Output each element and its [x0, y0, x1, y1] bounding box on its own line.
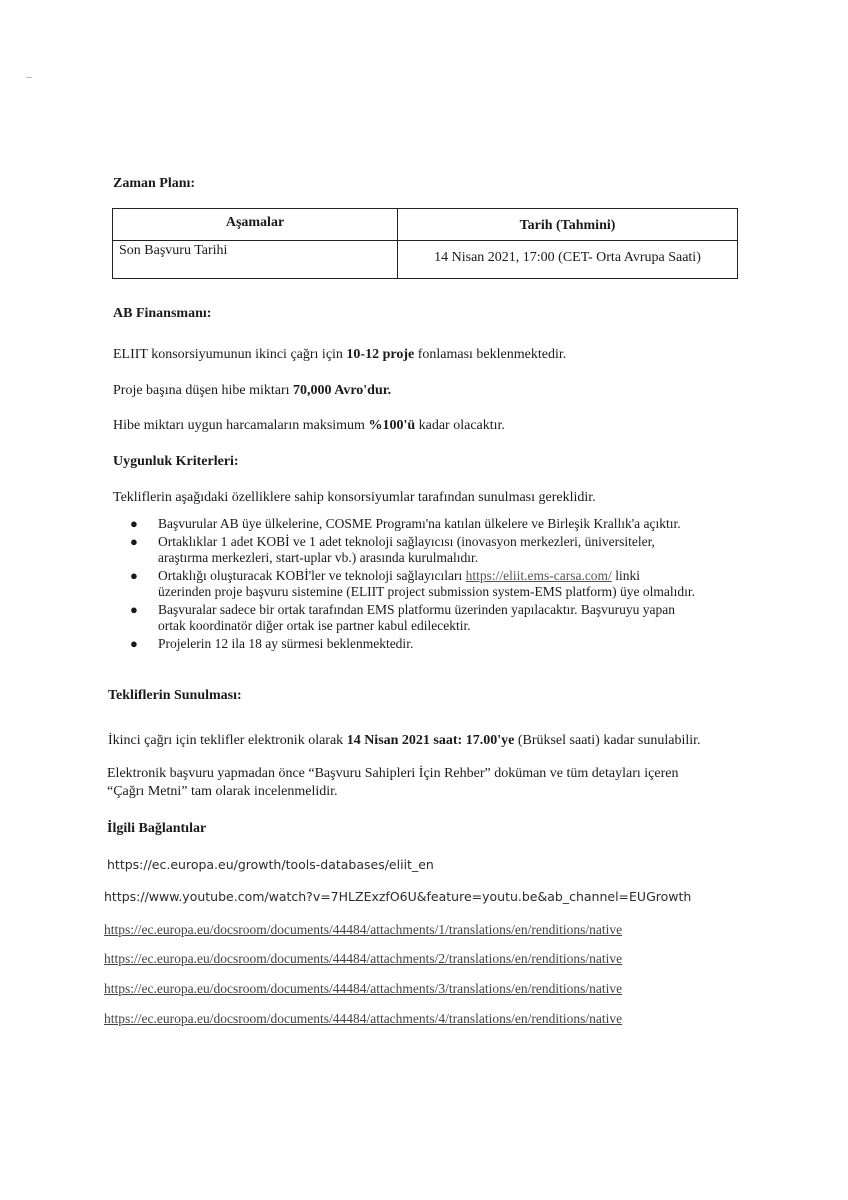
- schedule-table: [112, 208, 738, 279]
- bold-span: %100'ü: [368, 418, 416, 433]
- ems-platform-link[interactable]: https://eliit.ems-carsa.com/: [465, 567, 612, 583]
- bullet-line: [158, 568, 742, 585]
- bold-span: 70,000 Avro'dur.: [293, 383, 392, 398]
- link-attachment-4[interactable]: https://ec.europa.eu/docsroom/documents/44484/attachments/4/translations/en/renditions/native: [104, 1011, 623, 1026]
- table-cell-stage: Son Başvuru Tarihi: [119, 243, 228, 258]
- link-attachment-2[interactable]: https://ec.europa.eu/docsroom/documents/44484/attachments/2/translations/en/renditions/native: [104, 951, 623, 966]
- text-span: kadar olacaktır.: [415, 418, 505, 433]
- text-span: linki: [611, 567, 640, 583]
- funding-paragraph-2: [113, 383, 391, 399]
- link-eliit-page[interactable]: https://ec.europa.eu/growth/tools-databases/eliit_en: [107, 857, 434, 872]
- bullet-line: üzerinden proje başvuru sistemine (ELIIT project submission system-EMS platform) üye olmalıdır.: [158, 584, 696, 599]
- bullet-line: Başvurular AB üye ülkelerine, COSME Programı'na katılan ülkelere ve Birleşik Krallık'a açıktır.: [158, 516, 681, 531]
- text-span: İkinci çağrı için teklifler elektronik olarak: [108, 733, 347, 748]
- submission-paragraph-2-line-2: “Çağrı Metni” tam olarak incelenmelidir.: [107, 784, 338, 799]
- bullet-line: ortak koordinatör diğer ortak ise partner kabul edilecektir.: [158, 618, 471, 633]
- text-span: Proje başına düşen hibe miktarı: [113, 383, 294, 398]
- text-span: fonlaması beklenmektedir.: [414, 347, 567, 362]
- eligibility-list: [112, 516, 742, 652]
- bold-span: 14 Nisan 2021 saat: 17.00'ye: [346, 733, 515, 748]
- scan-mark: [26, 77, 32, 78]
- submission-paragraph-1: [108, 733, 701, 749]
- bullet-icon: ●: [130, 601, 138, 617]
- bullet-icon: ●: [130, 635, 138, 651]
- funding-paragraph-1: [113, 347, 566, 363]
- submission-paragraph-2-line-1: Elektronik başvuru yapmadan önce “Başvuru Sahipleri İçin Rehber” doküman ve tüm detayları içeren: [107, 766, 679, 781]
- bold-span: 10-12 proje: [346, 347, 415, 362]
- link-attachment-3[interactable]: https://ec.europa.eu/docsroom/documents/44484/attachments/3/translations/en/renditions/native: [104, 981, 623, 996]
- list-item: [112, 516, 742, 533]
- funding-paragraph-3: [113, 418, 505, 434]
- bullet-icon: ●: [130, 533, 138, 549]
- link-attachment-1[interactable]: https://ec.europa.eu/docsroom/documents/44484/attachments/1/translations/en/renditions/native: [104, 922, 623, 937]
- eligibility-heading: Uygunluk Kriterleri:: [113, 454, 239, 469]
- table-header-stages: Aşamalar: [225, 215, 285, 230]
- list-item: [112, 568, 742, 601]
- table-cell-date: 14 Nisan 2021, 17:00 (CET- Orta Avrupa Saati): [434, 250, 701, 265]
- bullet-line: araştırma merkezleri, start-uplar vb.) arasında kurulmalıdır.: [158, 550, 479, 565]
- funding-heading: AB Finansmanı:: [113, 306, 212, 321]
- bullet-icon: ●: [130, 567, 138, 583]
- text-span: Ortaklığı oluşturacak KOBİ'ler ve teknoloji sağlayıcıları: [158, 567, 466, 583]
- list-item: [112, 602, 742, 635]
- text-span: ELIIT konsorsiyumunun ikinci çağrı için: [113, 347, 347, 362]
- bullet-line: Başvuralar sadece bir ortak tarafından EMS platformu üzerinden yapılacaktır. Başvuruyu yapan: [158, 601, 675, 617]
- list-item: [112, 636, 742, 653]
- table-header-date: Tarih (Tahmini): [519, 218, 616, 233]
- schedule-heading: Zaman Planı:: [113, 176, 196, 191]
- links-heading: İlgili Bağlantılar: [107, 821, 207, 836]
- link-youtube-video[interactable]: https://www.youtube.com/watch?v=7HLZExzfO6U&feature=youtu.be&ab_channel=EUGrowth: [104, 889, 692, 904]
- eligibility-intro: Tekliflerin aşağıdaki özelliklere sahip konsorsiyumlar tarafından sunulması gereklidir.: [113, 490, 596, 505]
- text-span: Hibe miktarı uygun harcamaların maksimum: [113, 418, 369, 433]
- list-item: [112, 534, 742, 567]
- bullet-line: Ortaklıklar 1 adet KOBİ ve 1 adet teknoloji sağlayıcısı (inovasyon merkezleri, üniversiteler,: [158, 533, 655, 549]
- bullet-line: Projelerin 12 ila 18 ay sürmesi beklenmektedir.: [158, 635, 414, 651]
- bullet-icon: ●: [130, 516, 138, 531]
- text-span: (Brüksel saati) kadar sunulabilir.: [514, 733, 701, 748]
- submission-heading: Tekliflerin Sunulması:: [108, 688, 242, 703]
- table-row-divider: [113, 240, 737, 241]
